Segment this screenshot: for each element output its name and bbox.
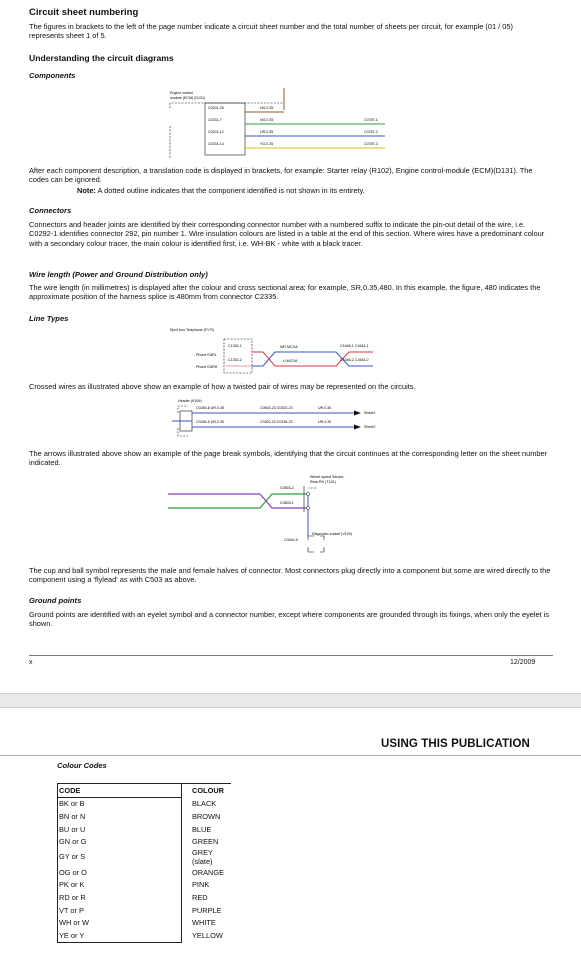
arrows-paragraph: The arrows illustrated above show an example of the page break symbols, identifying that the circuit continues at the corresponding letter on the sheet number indicated. [29,449,548,468]
wire-code-3: UR,0.35 [260,130,274,134]
table-row [58,797,232,810]
table-row [58,810,232,823]
note-paragraph [77,186,547,195]
note-text: A dotted outline indicates that the component identified is not shown in its entirety. [95,186,365,195]
socket-pin-label: C0040-9 [284,538,298,542]
cup-ball-diagram [168,472,408,554]
right-pin-2: C0787-2 [364,130,378,134]
code-cell: BN or N [58,810,182,823]
phone-earh-label: Phone EARH [196,365,218,369]
connectors-heading: Connectors [29,206,72,215]
right-pin-3: C0787-3 [364,142,378,146]
code-cell: OG or O [58,866,182,879]
twisted-wire-code-2: U,MCGA [283,359,298,363]
colour-cell: GREY (slate) [192,847,213,866]
table-row [58,916,232,929]
publication-date: 12/2009 [510,659,536,666]
colour-cell: WHITE [192,918,216,928]
translation-paragraph: After each component description, a translation code is displayed in brackets, for example: Starter relay (R102), Engine control-module (ECM)(D131). The codes can be ignored. [29,166,533,185]
eject-box-label: Eject box-Telephone (F170) [170,328,215,332]
colour-cell: BLACK [192,799,217,809]
footer-rule [29,655,553,656]
table-row [58,848,232,866]
code-cell: RD or R [58,891,182,904]
crossed-wires-paragraph: Crossed wires as illustrated above show an example of how a twisted pair of wires may be represented on the circuits. [29,382,416,391]
row2-label-b: C0302-23 C0336-23 [260,420,293,424]
pin-label-2: C0331-7 [208,118,222,122]
table-row [58,879,232,892]
code-cell: GN or G [58,835,182,848]
sheet-label-1: Sheet2 [364,411,376,415]
right-pin-1: C0787-1 [364,118,378,122]
table-row [58,904,232,917]
arrow-icon [354,411,361,416]
sheet-label-2: Sheet2 [364,425,376,429]
row2-label-a: C0284-5 UR,0.35 [196,420,224,424]
colour-cell: PINK [192,880,210,890]
connector-block [205,103,245,155]
code-cell: WH or W [58,916,182,929]
colour-codes-table [57,783,231,943]
intro-paragraph: The figures in brackets to the left of the page number indicate a circuit sheet number and the total number of sheets per circuit, for example (01 / 05) represents sheet 1 of 5. [29,22,513,41]
connectors-paragraph: Connectors and header joints are identified by their corresponding connector number with a numbered suffix to indicate the pin-out detail of the wire, i.e. C0292-1 identifies connector 292, pin number 1. Wire insulation colours are listed in a table at the end of this section. Where wires have a predominant colour with a secondary colour tracer, the main colour is identified first, i.e. WH-BK - white with a black tracer. [29,220,545,248]
note-label: Note: [77,186,96,195]
row1-label-b: C0602-23 C0302-23 [260,406,293,410]
ground-points-paragraph: Ground points are identified with an eyelet symbol and a connector number, except where components are grounded through its fixings, when only the eyelet is shown. [29,610,550,629]
table-row [58,823,232,836]
right-conn-2: C1646-2 C1644-2 [340,358,369,362]
sensor-pin-1: C0803-1 [280,501,294,505]
header-outline-top [178,406,188,413]
table-row [58,835,232,848]
components-diagram [160,88,420,160]
socket-outline-right-bottom [320,547,324,552]
header-colour: COLOUR [182,784,232,798]
socket-label: Diagnostic socket (V100) [312,532,352,536]
code-cell: GY or S [58,848,182,866]
header-outline-bottom [178,428,188,436]
code-cell: BK or B [58,797,182,810]
phone-earl-label: Phone EARL [196,353,217,357]
right-conn-1: C1646-1 C1644-1 [340,344,369,348]
colour-cell: PURPLE [192,905,222,915]
colour-codes-heading: Colour Codes [57,761,107,770]
pin-label-3: C0331-12 [208,130,224,134]
colour-cell: BROWN [192,811,221,821]
module-label-1: Engine control [170,91,193,95]
colour-cell: ORANGE [192,867,225,877]
socket-outline-bottom [308,547,314,552]
row2-label-c: UR,0.35 [318,420,332,424]
header-rule [0,755,581,756]
components-heading: Components [29,71,76,80]
wire-code-2: NG,0.35 [260,118,274,122]
sensor-pin-2: C0803-2 [280,486,294,490]
table-row [58,891,232,904]
line-types-heading: Line Types [29,314,69,323]
understanding-heading: Understanding the circuit diagrams [29,53,174,63]
wire-code-1: NG,0.35 [260,106,274,110]
box-pin-2: C1352-2 [228,358,242,362]
publication-title: USING THIS PUBLICATION [381,738,530,750]
socket-outline-top [308,536,314,540]
twisted-pair-diagram [168,325,408,375]
socket-outline-right [320,536,324,540]
header-code: CODE [58,784,182,798]
ball-icon [306,492,309,495]
table-header-row [58,784,232,798]
wire-length-paragraph: The wire length (in millimetres) is displayed after the colour and cross sectional area; for example, SR,0.35,480. In this example, the figure, 480 indicates the approximate position of the harness splice is 480mm from connector C2335. [29,283,541,302]
sensor-label-1: Wheel speed Sensor- [310,475,345,479]
header-label: Header (K109) [178,399,202,403]
colour-cell: RED [192,892,208,902]
section-title: Circuit sheet numbering [29,7,139,18]
code-cell: PK or K [58,879,182,892]
box-pin-1: C1352-1 [228,344,242,348]
colour-cell: BLUE [192,824,212,834]
arrow-icon [354,425,361,430]
pin-label-1: C0331-26 [208,106,224,110]
table-row [58,929,232,942]
code-cell: VT or P [58,904,182,917]
module-label-2: module (ECM) (D131) [170,96,206,100]
pin-label-4: C0331-14 [208,142,224,146]
colour-cell: GREEN [192,837,219,847]
row1-label-c: UR,0.35 [318,406,332,410]
colour-cell: YELLOW [192,930,223,940]
wire-code-4: YG,0.35 [260,142,274,146]
ground-points-heading: Ground points [29,596,82,605]
ball-icon [306,506,309,509]
cup-ball-paragraph: The cup and ball symbol represents the male and female halves of connector. Most connectors plug directly into a component but some are wired directly to the component using a 'flylead' as with C503 as above. [29,566,551,585]
wire-length-heading: Wire length (Power and Ground Distribution only) [29,270,208,279]
page-number: x [29,659,33,666]
twisted-wire-code-1: WR,MCGA [280,345,298,349]
page-break-diagram [168,396,408,440]
code-cell: YE or Y [58,929,182,942]
sensor-label-2: Rear-RH (T151) [310,480,336,484]
code-cell: BU or U [58,823,182,836]
row1-label-a: C0284-6 UR,0.35 [196,406,224,410]
table-row [58,866,232,879]
